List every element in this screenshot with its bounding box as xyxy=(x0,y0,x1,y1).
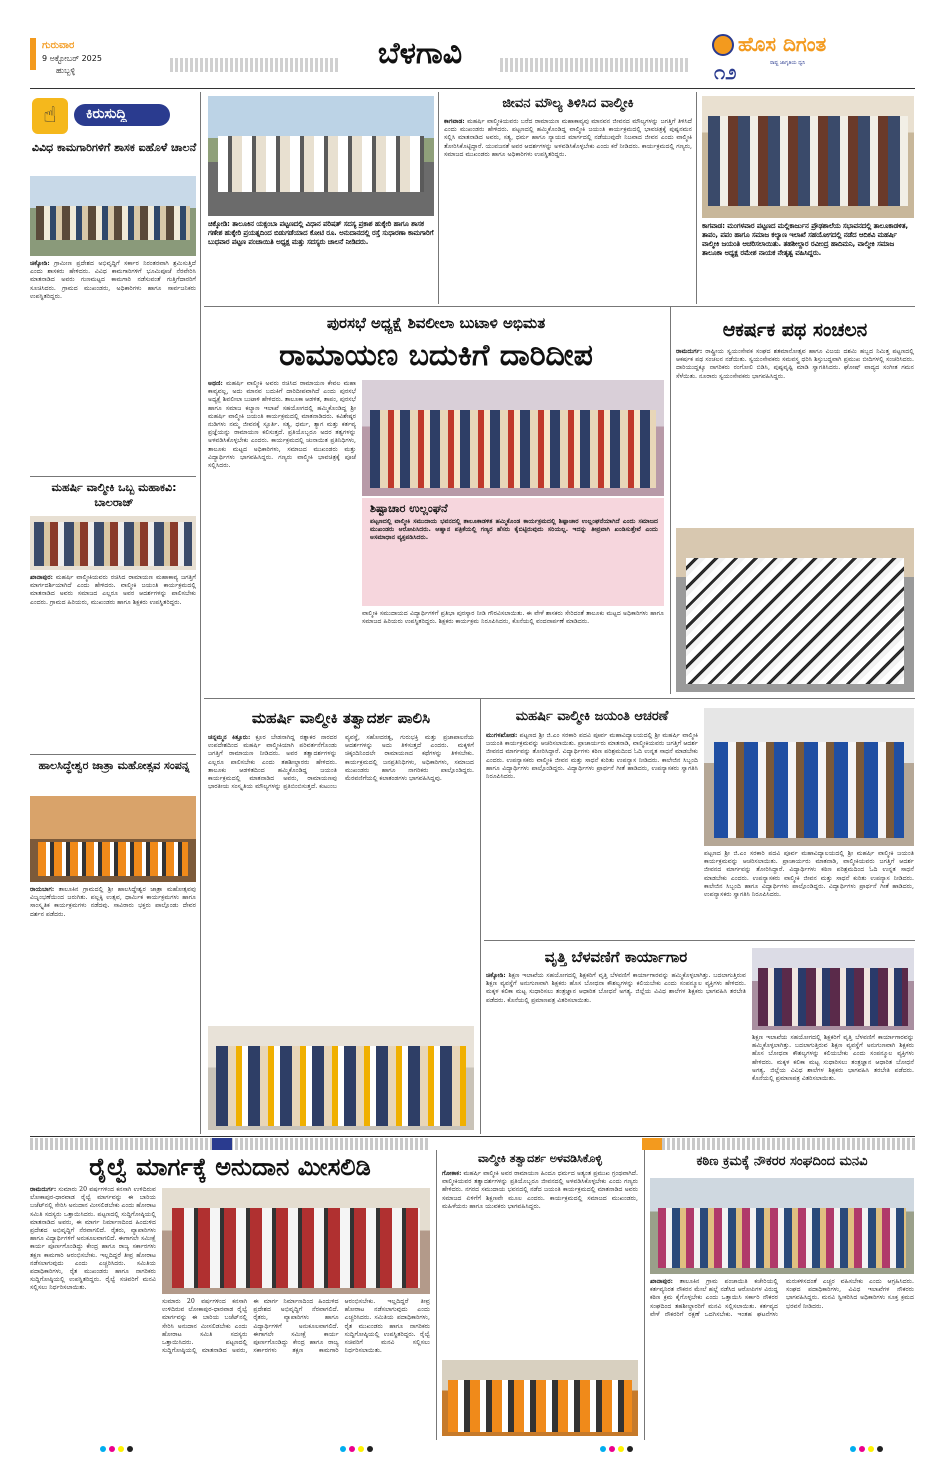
brief-2-dateline: ಖಾನಾಪುರ: xyxy=(30,574,53,581)
logo-icon xyxy=(712,34,734,56)
masthead-city: ಹುಬ್ಬಳ್ಳಿ xyxy=(56,66,76,75)
shishtachara-title: ಶಿಷ್ಟಾಚಾರ ಉಲ್ಲಂಘನೆ xyxy=(370,502,448,515)
tatvadarsha-body xyxy=(208,734,474,1024)
ramayana-text: ಮಹರ್ಷಿ ವಾಲ್ಮೀಕಿ ಅವರು ರಚಿಸಿದ ರಾಮಾಯಣ ಕೇವಲ ಮಹಾ ಕಾವ್ಯವಲ್ಲ, ಅದು ಮಾನವ ಬದುಕಿಗೆ ದಾರಿದೀಪವಾಗಿದೆ ಎಂದು ಪುರಸಭೆ ಅಧ್ಯಕ್ಷೆ ಶಿವಲೀಲಾ ಬುಟಾಳಿ ಹೇಳಿದರು. ತಾಲೂಕಾ ಆಡಳಿತ, ತಾಪಂ, ಪುರಸಭೆ ಹಾಗೂ ಸಮಾಜ ಕಲ್ಯಾಣ ಇಲಾಖೆ ಸಹಯೋಗದಲ್ಲಿ ಹಮ್ಮಿಕೊಂಡಿದ್ದ ಶ್ರೀ ಮಹರ್ಷಿ ವಾಲ್ಮೀಕಿ ಜಯಂತಿ ಕಾರ್ಯಕ್ರಮದಲ್ಲಿ ಮಾತನಾಡಿದರು. ಕವಿಶೇಷ್ಠರ ನುಡಿಗಳು ನಮ್ಮ ಜೀವನಕ್ಕೆ ಸ್ಫೂರ್ತಿ. ಸತ್ಯ, ಧರ್ಮ, ತ್ಯಾಗ ಮತ್ತು ಕರ್ತವ್ಯ ಪ್ರಜ್ಞೆಯನ್ನು ರಾಮಾಯಣ ಕಲಿಸುತ್ತದೆ. ಪ್ರತಿಯೊಬ್ಬರೂ ಅದರ ತತ್ವಗಳನ್ನು ಅಳವಡಿಸಿಕೊಳ್ಳಬೇಕು ಎಂದರು. ಕಾರ್ಯಕ್ರಮದಲ್ಲಿ ಚುನಾಯಿತ ಪ್ರತಿನಿಧಿಗಳು, ತಾಲೂಕು ಮಟ್ಟದ ಅಧಿಕಾರಿಗಳು, ಸಮಾಜದ ಮುಖಂಡರು ಮತ್ತು ವಿದ್ಯಾರ್ಥಿಗಳು ಭಾಗವಹಿಸಿದ್ದರು. ಗಣ್ಯರು ವಾಲ್ಮೀಕಿ ಭಾವಚಿತ್ರಕ್ಕೆ ಪೂಜೆ ಸಲ್ಲಿಸಿದರು. xyxy=(208,380,356,470)
top-rule-2 xyxy=(696,92,697,304)
jeevana-dateline: ಕಾಗವಾಡ: xyxy=(444,118,465,125)
ramayana-body-2: ವಾಲ್ಮೀಕಿ ಸಮುದಾಯದ ವಿದ್ಯಾರ್ಥಿಗಳಿಗೆ ಪ್ರತಿಭಾ ಪುರಸ್ಕಾರ ನೀಡಿ ಗೌರವಿಸಲಾಯಿತು. ಈ ವೇಳೆ ಶಾಸಕರು ಸೇರಿದಂತೆ ತಾಲೂಕು ಮಟ್ಟದ ಅಧಿಕಾರಿಗಳು ಹಾಗೂ ಸಮಾಜದ ಹಿರಿಯರು ಉಪಸ್ಥಿತರಿದ್ದರು. ಶಿಕ್ಷಕರು ಕಾರ್ಯಕ್ರಮ ನಿರೂಪಿಸಿದರು, ಕೊನೆಯಲ್ಲಿ ವಂದನಾರ್ಪಣೆ ಮಾಡಿದರು. xyxy=(362,610,664,626)
path-dateline: ರಾಮದುರ್ಗ: xyxy=(676,348,703,355)
brief-1-text: ಗ್ರಾಮೀಣ ಪ್ರದೇಶದ ಅಭಿವೃದ್ಧಿಗೆ ಸರ್ಕಾರ ನಿರಂತರವಾಗಿ ಶ್ರಮಿಸುತ್ತಿದೆ ಎಂದು ಶಾಸಕರು ಹೇಳಿದರು. ವಿವಿಧ ಕಾಮಗಾರಿಗಳಿಗೆ ಭೂಮಿಪೂಜೆ ನೆರವೇರಿಸಿ ಮಾತನಾಡಿದ ಅವರು ಗುಣಮಟ್ಟದ ಕಾಮಗಾರಿ ನಡೆಸುವಂತೆ ಗುತ್ತಿಗೆದಾರರಿಗೆ ಸೂಚಿಸಿದರು. ಗ್ರಾಮದ ಮುಖಂಡರು, ಅಧಿಕಾರಿಗಳು ಹಾಗೂ ಸಾರ್ವಜನಿಕರು ಉಪಸ್ಥಿತರಿದ್ದರು. xyxy=(30,260,196,300)
brief-2-body xyxy=(30,574,196,752)
shishtachara-box xyxy=(362,498,664,606)
road-work-caption: ಚಿಕ್ಕೋಡಿ: ತಾಲೂಕಿನ ಯಕ್ಸಂಬಾ ಪಟ್ಟಣದಲ್ಲಿ ವಿಧಾನ ಪರಿಷತ್ ಸದಸ್ಯ ಪ್ರಕಾಶ ಹುಕ್ಕೇರಿ ಹಾಗೂ ಶಾಸಕ ಗಣೇಶ ಹುಕ್ಕೇರಿ ಪ್ರಯತ್ನದಿಂದ ಬಿಡುಗಡೆಯಾದ ಕೋಟಿ ರೂ. ಅನುದಾನದಲ್ಲಿ ರಸ್ತೆ ಸುಧಾರಣಾ ಕಾಮಗಾರಿಗೆ ಬುಧವಾರ ಪಟ್ಟಣ ಪಂಚಾಯಿತಿ ಅಧ್ಯಕ್ಷ ಮತ್ತು ಸದಸ್ಯರು ಚಾಲನೆ ನೀಡಿದರು. xyxy=(208,220,434,246)
brief-3-text: ತಾಲೂಕಿನ ಗ್ರಾಮದಲ್ಲಿ ಶ್ರೀ ಹಾಲಸಿದ್ಧೇಶ್ವರ ಜಾತ್ರಾ ಮಹೋತ್ಸವವು ವಿಜೃಂಭಣೆಯಿಂದ ಜರುಗಿತು. ಪಲ್ಲಕ್ಕಿ ಉತ್ಸವ, ಧಾರ್ಮಿಕ ಕಾರ್ಯಕ್ರಮಗಳು ಹಾಗೂ ಸಾಂಸ್ಕೃತಿಕ ಕಾರ್ಯಕ್ರಮಗಳು ನಡೆದವು. ಸಾವಿರಾರು ಭಕ್ತರು ಪಾಲ್ಗೊಂಡು ದೇವರ ದರ್ಶನ ಪಡೆದರು. xyxy=(30,886,196,918)
masthead-left-bar xyxy=(30,38,36,70)
railway-dateline: ರಾಮದುರ್ಗ: xyxy=(30,1186,57,1193)
brief-rule-2 xyxy=(30,754,196,755)
top-rule-1 xyxy=(438,92,439,304)
kathina-dateline: ಖಾನಾಪುರ: xyxy=(650,1278,673,1285)
kagawad-caption: ಕಾಗವಾಡ: ಮಂಗಳವಾರ ಪಟ್ಟಣದ ಮಲ್ಲಿಕಾರ್ಜುನ ಪ್ರೌಢಶಾಲೆಯ ಸಭಾವನದಲ್ಲಿ ತಾಲೂಕಾಡಳಿತ, ತಾಪಂ, ಪಪಂ ಹಾಗೂ ಸಮಾಜ ಕಲ್ಯಾಣ ಇಲಾಖೆ ಸಹಯೋಗದಲ್ಲಿ ನಡೆದ ಆದಿಕವಿ ಮಹರ್ಷಿ ವಾಲ್ಮೀಕಿ ಜಯಂತಿ ಆಚರಿಸಲಾಯಿತು. ತಹಶೀಲ್ದಾರ ರವೀಂದ್ರ ಹಾದಿಮನಿ, ವಾಲ್ಮೀಕಿ ಸಮಾಜ ತಾಲೂಕಾ ಅಧ್ಯಕ್ಷ ರಮೇಶ ನಾಯಕ ನೇತೃತ್ವ ವಹಿಸಿದ್ದರು. xyxy=(702,222,909,257)
path-title: ಆಕರ್ಷಕ ಪಥ ಸಂಚಲನ xyxy=(722,319,868,341)
brief-1-dateline: ಚಿಕ್ಕೋಡಿ: xyxy=(30,260,50,267)
left-col-rule xyxy=(200,92,201,1134)
kathina-body xyxy=(650,1278,914,1436)
brief-2-title: ಮಹರ್ಷಿ ವಾಲ್ಮೀಕಿ ಒಬ್ಬ ಮಹಾಕವಿ: ಬಾಲರಾಜ್ xyxy=(51,481,177,509)
jayanti-dateline: ಮುಗಳಖೋಡ: xyxy=(486,732,518,739)
row-rule-3 xyxy=(484,940,915,941)
railway-text-2: ಸುಮಾರು 20 ವರ್ಷಗಳಿಂದ ಕನಸಾಗಿ ಉಳಿದಿರುವ ಲೋಕಾಪುರ-ಧಾರವಾಡ ರೈಲ್ವೆ ಮಾರ್ಗವನ್ನು ಈ ಬಾರಿಯ ಬಜೆಟ್‌ನಲ್ಲಿ ಸೇರಿಸಿ ಅನುದಾನ ಮೀಸಲಿಡಬೇಕು ಎಂದು ಹೋರಾಟ ಸಮಿತಿ ಸದಸ್ಯರು ಒತ್ತಾಯಿಸಿದರು. ಪಟ್ಟಣದಲ್ಲಿ ಸುದ್ದಿಗೋಷ್ಠಿಯಲ್ಲಿ ಮಾತನಾಡಿದ ಅವರು, ಈ ಮಾರ್ಗ ನಿರ್ಮಾಣದಿಂದ ಹಿಂದುಳಿದ ಪ್ರದೇಶದ ಅಭಿವೃದ್ಧಿಗೆ ನೆರವಾಗಲಿದೆ. ರೈತರು, ವ್ಯಾಪಾರಿಗಳು ಹಾಗೂ ವಿದ್ಯಾರ್ಥಿಗಳಿಗೆ ಅನುಕೂಲವಾಗಲಿದೆ. ಈಗಾಗಲೇ ಸಮೀಕ್ಷೆ ಕಾರ್ಯ ಪೂರ್ಣಗೊಂಡಿದ್ದು ಕೇಂದ್ರ ಹಾಗೂ ರಾಜ್ಯ ಸರ್ಕಾರಗಳು ತಕ್ಷಣ ಕಾಮಗಾರಿ ಆರಂಭಿಸಬೇಕು. ಇಲ್ಲದಿದ್ದರೆ ತೀವ್ರ ಹೋರಾಟ ನಡೆಸಲಾಗುವುದು ಎಂದು ಎಚ್ಚರಿಸಿದರು. ಸಮಿತಿಯ ಪದಾಧಿಕಾರಿಗಳು, ರೈತ ಮುಖಂಡರು ಹಾಗೂ ನಾಗರಿಕರು ಸುದ್ದಿಗೋಷ್ಠಿಯಲ್ಲಿ ಉಪಸ್ಥಿತರಿದ್ದರು. ರೈಲ್ವೆ ಸಚಿವರಿಗೆ ಮನವಿ ಸಲ್ಲಿಸಲು ನಿರ್ಧರಿಸಲಾಯಿತು. xyxy=(162,1298,430,1355)
valmiki-tatva-body xyxy=(442,1170,638,1358)
kirusuddi-label: ಕಿರುಸುದ್ದಿ xyxy=(86,106,127,122)
brief-1-body xyxy=(30,260,196,474)
reg-dots-4 xyxy=(850,1446,883,1452)
railway-text: ಸುಮಾರು 20 ವರ್ಷಗಳಿಂದ ಕನಸಾಗಿ ಉಳಿದಿರುವ ಲೋಕಾಪುರ-ಧಾರವಾಡ ರೈಲ್ವೆ ಮಾರ್ಗವನ್ನು ಈ ಬಾರಿಯ ಬಜೆಟ್‌ನಲ್ಲಿ ಸೇರಿಸಿ ಅನುದಾನ ಮೀಸಲಿಡಬೇಕು ಎಂದು ಹೋರಾಟ ಸಮಿತಿ ಸದಸ್ಯರು ಒತ್ತಾಯಿಸಿದರು. ಪಟ್ಟಣದಲ್ಲಿ ಸುದ್ದಿಗೋಷ್ಠಿಯಲ್ಲಿ ಮಾತನಾಡಿದ ಅವರು, ಈ ಮಾರ್ಗ ನಿರ್ಮಾಣದಿಂದ ಹಿಂದುಳಿದ ಪ್ರದೇಶದ ಅಭಿವೃದ್ಧಿಗೆ ನೆರವಾಗಲಿದೆ. ರೈತರು, ವ್ಯಾಪಾರಿಗಳು ಹಾಗೂ ವಿದ್ಯಾರ್ಥಿಗಳಿಗೆ ಅನುಕೂಲವಾಗಲಿದೆ. ಈಗಾಗಲೇ ಸಮೀಕ್ಷೆ ಕಾರ್ಯ ಪೂರ್ಣಗೊಂಡಿದ್ದು ಕೇಂದ್ರ ಹಾಗೂ ರಾಜ್ಯ ಸರ್ಕಾರಗಳು ತಕ್ಷಣ ಕಾಮಗಾರಿ ಆರಂಭಿಸಬೇಕು. ಇಲ್ಲದಿದ್ದರೆ ತೀವ್ರ ಹೋರಾಟ ನಡೆಸಲಾಗುವುದು ಎಂದು ಎಚ್ಚರಿಸಿದರು. ಸಮಿತಿಯ ಪದಾಧಿಕಾರಿಗಳು, ರೈತ ಮುಖಂಡರು ಹಾಗೂ ನಾಗರಿಕರು ಸುದ್ದಿಗೋಷ್ಠಿಯಲ್ಲಿ ಉಪಸ್ಥಿತರಿದ್ದರು. ರೈಲ್ವೆ ಸಚಿವರಿಗೆ ಮನವಿ ಸಲ್ಲಿಸಲು ನಿರ್ಧರಿಸಲಾಯಿತು. xyxy=(30,1186,156,1292)
reg-dots-3 xyxy=(600,1446,633,1452)
brief-3-body xyxy=(30,886,196,1134)
masthead-rule xyxy=(30,88,915,89)
jeevana-text: ಮಹರ್ಷಿ ವಾಲ್ಮೀಕಿಯವರು ಬರೆದ ರಾಮಾಯಣ ಮಹಾಕಾವ್ಯವು ಮಾನವನ ಜೀವನದ ಮೌಲ್ಯಗಳನ್ನು ಜಗತ್ತಿಗೆ ತಿಳಿಸಿದೆ ಎಂದು ಮುಖಂಡರು ಹೇಳಿದರು. ಪಟ್ಟಣದಲ್ಲಿ ಹಮ್ಮಿಕೊಂಡಿದ್ದ ವಾಲ್ಮೀಕಿ ಜಯಂತಿ ಕಾರ್ಯಕ್ರಮದಲ್ಲಿ ಭಾವಚಿತ್ರಕ್ಕೆ ಪುಷ್ಪನಮನ ಸಲ್ಲಿಸಿ ಮಾತನಾಡಿದ ಅವರು, ಸತ್ಯ, ಧರ್ಮ ಹಾಗೂ ನ್ಯಾಯದ ಮಾರ್ಗದಲ್ಲಿ ನಡೆಯುವುದೇ ನಿಜವಾದ ಜೀವನ ಎಂದು ವಾಲ್ಮೀಕಿ ತೋರಿಸಿಕೊಟ್ಟಿದ್ದಾರೆ. ಯುವಜನತೆ ಅವರ ಆದರ್ಶಗಳನ್ನು ಅಳವಡಿಸಿಕೊಳ್ಳಬೇಕು ಎಂದು ಕರೆ ನೀಡಿದರು. ಕಾರ್ಯಕ್ರಮದಲ್ಲಿ ಗಣ್ಯರು, ಸಮಾಜದ ಮುಖಂಡರು ಹಾಗೂ ಅಧಿಕಾರಿಗಳು ಉಪಸ್ಥಿತರಿದ್ದರು. xyxy=(444,118,692,158)
page-number: ೧೨ xyxy=(714,60,737,84)
railway-title: ರೈಲ್ವೆ ಮಾರ್ಗಕ್ಕೆ ಅನುದಾನ ಮೀಸಲಿಡಿ xyxy=(89,1153,371,1181)
brief-3-photo xyxy=(30,796,196,882)
vrutti-body xyxy=(486,972,746,1132)
reg-dots-2 xyxy=(340,1446,373,1452)
brief-rule-1 xyxy=(30,476,196,477)
bottom-rule-1 xyxy=(436,1150,437,1440)
brief-1-title: ವಿವಿಧ ಕಾಮಗಾರಿಗಳಿಗೆ ಶಾಸಕ ಐಹೊಳೆ ಚಾಲನೆ xyxy=(31,141,197,154)
ramayana-photo xyxy=(362,380,664,496)
kagawad-photo xyxy=(702,96,914,218)
brief-2-photo xyxy=(30,516,196,570)
reg-dots-1 xyxy=(100,1446,133,1452)
jayanti-photo xyxy=(704,708,914,846)
kathina-title: ಕಠಿಣ ಕ್ರಮಕ್ಕೆ ನೌಕರರ ಸಂಘದಿಂದ ಮನವಿ xyxy=(696,1154,868,1169)
valmiki-tatva-photo xyxy=(442,1360,638,1436)
logo-tagline: ರಾಷ್ಟ್ರ ಜಾಗೃತಿಯ ಧ್ವನಿ xyxy=(770,60,806,66)
masthead-date: 9 ಅಕ್ಟೋಬರ್ 2025 xyxy=(42,54,102,63)
ramayana-dateline: ಅಥಣಿ: xyxy=(208,380,223,387)
road-work-photo xyxy=(208,96,434,216)
tatvadarsha-photo xyxy=(208,1026,474,1130)
shishtachara-body: ಪಟ್ಟಣದಲ್ಲಿ ವಾಲ್ಮೀಕಿ ಸಮುದಾಯ ಭವನದಲ್ಲಿ ತಾಲೂಕಾಡಳಿತ ಹಮ್ಮಿಕೊಂಡ ಕಾರ್ಯಕ್ರಮದಲ್ಲಿ ಶಿಷ್ಟಾಚಾರ ಉಲ್ಲಂಘನೆಯಾಗಿದೆ ಎಂದು ಸಮಾಜದ ಮುಖಂಡರು ಆರೋಪಿಸಿದರು. ಆಹ್ವಾನ ಪತ್ರಿಕೆಯಲ್ಲಿ ಗಣ್ಯರ ಹೆಸರು ಕೈಬಿಟ್ಟಿರುವುದು ಸರಿಯಲ್ಲ. ಇದನ್ನು ತೀವ್ರವಾಗಿ ಖಂಡಿಸುತ್ತೇವೆ ಎಂದು ಅಸಮಾಧಾನ ವ್ಯಕ್ತಪಡಿಸಿದರು. xyxy=(370,518,658,542)
kathina-photo xyxy=(650,1178,914,1274)
tatvadarsha-title: ಮಹರ್ಷಿ ವಾಲ್ಮೀಕಿ ತತ್ವಾದರ್ಶ ಪಾಲಿಸಿ xyxy=(251,709,431,727)
section-title: ಬೆಳಗಾವಿ xyxy=(340,34,500,74)
brief-3-dateline: ರಾಯಬಾಗ: xyxy=(30,886,55,893)
masthead-day: ಗುರುವಾರ xyxy=(42,40,75,51)
logo-text: ಹೊಸ ದಿಗಂತ xyxy=(738,32,827,56)
brief-1-photo xyxy=(30,176,196,256)
kathina-text: ತಾಲೂಕಿನ ಗ್ರಾಮ ಪಂಚಾಯಿತಿ ಕಚೇರಿಯಲ್ಲಿ ಕರ್ತವ್ಯನಿರತ ನೌಕರನ ಮೇಲೆ ಹಲ್ಲೆ ನಡೆಸಿದ ಆರೋಪಿಗಳ ವಿರುದ್ಧ ಕಠಿಣ ಕ್ರಮ ಕೈಗೊಳ್ಳಬೇಕು ಎಂದು ಒತ್ತಾಯಿಸಿ ಸರ್ಕಾರಿ ನೌಕರರ ಸಂಘದಿಂದ ತಹಶೀಲ್ದಾರರಿಗೆ ಮನವಿ ಸಲ್ಲಿಸಲಾಯಿತು. ಕರ್ತವ್ಯದ ವೇಳೆ ನೌಕರರಿಗೆ ರಕ್ಷಣೆ ಒದಗಿಸಬೇಕು. ಇಂತಹ ಘಟನೆಗಳು ಮರುಕಳಿಸದಂತೆ ಎಚ್ಚರ ವಹಿಸಬೇಕು ಎಂದು ಆಗ್ರಹಿಸಿದರು. ಸಂಘದ ಪದಾಧಿಕಾರಿಗಳು, ವಿವಿಧ ಇಲಾಖೆಗಳ ನೌಕರರು ಭಾಗವಹಿಸಿದ್ದರು. ಮನವಿ ಸ್ವೀಕರಿಸಿದ ಅಧಿಕಾರಿಗಳು ಸೂಕ್ತ ಕ್ರಮದ ಭರವಸೆ ನೀಡಿದರು. xyxy=(650,1278,914,1318)
row-rule-2 xyxy=(204,698,915,699)
valmiki-tatva-text: ಮಹರ್ಷಿ ವಾಲ್ಮೀಕಿ ಅವರ ರಾಮಾಯಣ ಹಿಂದೂ ಧರ್ಮದ ಅತ್ಯಂತ ಪ್ರಮುಖ ಗ್ರಂಥವಾಗಿದೆ. ವಾಲ್ಮೀಕಿಯವರ ತತ್ವಾದರ್ಶಗಳನ್ನು ಪ್ರತಿಯೊಬ್ಬರೂ ಜೀವನದಲ್ಲಿ ಅಳವಡಿಸಿಕೊಳ್ಳಬೇಕು ಎಂದು ಗಣ್ಯರು ಹೇಳಿದರು. ನಗರದ ಸಮುದಾಯ ಭವನದಲ್ಲಿ ನಡೆದ ಜಯಂತಿ ಕಾರ್ಯಕ್ರಮದಲ್ಲಿ ಮಾತನಾಡಿದ ಅವರು ಸಮಾಜದ ಏಳಿಗೆಗೆ ಶಿಕ್ಷಣವೇ ಮೂಲ ಎಂದರು. ಕಾರ್ಯಕ್ರಮದಲ್ಲಿ ಸಮಾಜದ ಮುಖಂಡರು, ಮಹಿಳೆಯರು ಹಾಗೂ ಯುವಕರು ಭಾಗವಹಿಸಿದ್ದರು. xyxy=(442,1170,638,1210)
row-rule-4 xyxy=(30,1136,915,1137)
mid-rule-1 xyxy=(670,306,671,694)
railway-body-b xyxy=(162,1298,430,1436)
logo-block xyxy=(704,30,914,86)
jayanti-text-2: ಪಟ್ಟಣದ ಶ್ರೀ ಜಿ.ಎಂ ಸರಕಾರಿ ಪದವಿ ಪೂರ್ವ ಮಹಾವಿದ್ಯಾಲಯದಲ್ಲಿ ಶ್ರೀ ಮಹರ್ಷಿ ವಾಲ್ಮೀಕಿ ಜಯಂತಿ ಕಾರ್ಯಕ್ರಮವನ್ನು ಆಚರಿಸಲಾಯಿತು. ಪ್ರಾಚಾರ್ಯರು ಮಾತನಾಡಿ, ವಾಲ್ಮೀಕಿಯವರು ಜಗತ್ತಿಗೆ ಆದರ್ಶ ಜೀವನದ ಮಾರ್ಗವನ್ನು ತೋರಿಸಿದ್ದಾರೆ. ವಿದ್ಯಾರ್ಥಿಗಳು ಕಠಿಣ ಪರಿಶ್ರಮದಿಂದ ಓದಿ ಉನ್ನತ ಸಾಧನೆ ಮಾಡಬೇಕು ಎಂದರು. ಉಪನ್ಯಾಸಕರು ವಾಲ್ಮೀಕಿ ಜೀವನ ಮತ್ತು ಸಾಧನೆ ಕುರಿತು ಉಪನ್ಯಾಸ ನೀಡಿದರು. ಕಾಲೇಜಿನ ಸಿಬ್ಬಂದಿ ಹಾಗೂ ವಿದ್ಯಾರ್ಥಿಗಳು ಪಾಲ್ಗೊಂಡಿದ್ದರು. ವಿದ್ಯಾರ್ಥಿಗಳು ಪ್ರಾರ್ಥನೆ ಗೀತೆ ಹಾಡಿದರು, ಉಪನ್ಯಾಸಕರು ಸ್ವಾಗತಿಸಿ ನಿರೂಪಿಸಿದರು. xyxy=(704,850,914,899)
mid-rule-2 xyxy=(480,698,481,1134)
vrutti-text: ಶಿಕ್ಷಣ ಇಲಾಖೆಯ ಸಹಯೋಗದಲ್ಲಿ ಶಿಕ್ಷಕರಿಗೆ ವೃತ್ತಿ ಬೆಳವಣಿಗೆ ಕಾರ್ಯಾಗಾರವನ್ನು ಹಮ್ಮಿಕೊಳ್ಳಲಾಗಿತ್ತು. ಬದಲಾಗುತ್ತಿರುವ ಶಿಕ್ಷಣ ವ್ಯವಸ್ಥೆಗೆ ಅನುಗುಣವಾಗಿ ಶಿಕ್ಷಕರು ಹೊಸ ಬೋಧನಾ ಕೌಶಲ್ಯಗಳನ್ನು ಕಲಿಯಬೇಕು ಎಂದು ಸಂಪನ್ಮೂಲ ವ್ಯಕ್ತಿಗಳು ಹೇಳಿದರು. ಮಕ್ಕಳ ಕಲಿಕಾ ಮಟ್ಟ ಸುಧಾರಿಸಲು ತಂತ್ರಜ್ಞಾನ ಆಧಾರಿತ ಬೋಧನೆ ಅಗತ್ಯ. ಜಿಲ್ಲೆಯ ವಿವಿಧ ಶಾಲೆಗಳ ಶಿಕ್ಷಕರು ಭಾಗವಹಿಸಿ ತರಬೇತಿ ಪಡೆದರು. ಕೊನೆಯಲ್ಲಿ ಪ್ರಮಾಣಪತ್ರ ವಿತರಿಸಲಾಯಿತು. xyxy=(486,972,746,1004)
path-body xyxy=(676,348,914,524)
masthead xyxy=(0,0,945,92)
railway-body-a xyxy=(30,1186,156,1436)
valmiki-tatva-dateline: ಗೋಕಾಕ: xyxy=(442,1170,462,1177)
ramayana-title: ರಾಮಾಯಣ ಬದುಕಿಗೆ ದಾರಿದೀಪ xyxy=(279,338,593,373)
railway-photo xyxy=(162,1188,430,1294)
tatvadarsha-dateline: ಚನ್ನಮ್ಮನ ಕಿತ್ತೂರು: xyxy=(208,734,251,741)
brief-2-text: ಮಹರ್ಷಿ ವಾಲ್ಮೀಕಿಯವರು ರಚಿಸಿದ ರಾಮಾಯಣ ಮಹಾಕಾವ್ಯ ಜಗತ್ತಿಗೆ ಮಾರ್ಗದರ್ಶಿಯಾಗಿದೆ ಎಂದು ಹೇಳಿದರು. ವಾಲ್ಮೀಕಿ ಜಯಂತಿ ಕಾರ್ಯಕ್ರಮದಲ್ಲಿ ಮಾತನಾಡಿದ ಅವರು ಸಮಾಜದ ಎಲ್ಲರೂ ಅವರ ಆದರ್ಶಗಳನ್ನು ಪಾಲಿಸಬೇಕು ಎಂದರು. ಗ್ರಾಮದ ಹಿರಿಯರು, ಮುಖಂಡರು ಹಾಗೂ ಶಿಕ್ಷಕರು ಉಪಸ್ಥಿತರಿದ್ದರು. xyxy=(30,574,196,606)
kirusuddi-header xyxy=(30,96,196,136)
vrutti-body-2 xyxy=(752,1034,914,1132)
vrutti-dateline: ಚಿಕ್ಕೋಡಿ: xyxy=(486,972,506,979)
bottom-rule-2 xyxy=(644,1150,645,1440)
vrutti-photo xyxy=(752,948,914,1030)
brief-3-title: ಹಾಲಸಿದ್ಧೇಶ್ವರ ಜಾತ್ರಾ ಮಹೋತ್ಸವ ಸಂಪನ್ನ xyxy=(38,759,190,772)
row-rule-1 xyxy=(204,306,915,307)
bottom-stripes-right xyxy=(662,1138,915,1150)
jeevana-body xyxy=(444,118,692,298)
jayanti-text: ಪಟ್ಟಣದ ಶ್ರೀ ಜಿ.ಎಂ ಸರಕಾರಿ ಪದವಿ ಪೂರ್ವ ಮಹಾವಿದ್ಯಾಲಯದಲ್ಲಿ ಶ್ರೀ ಮಹರ್ಷಿ ವಾಲ್ಮೀಕಿ ಜಯಂತಿ ಕಾರ್ಯಕ್ರಮವನ್ನು ಆಚರಿಸಲಾಯಿತು. ಪ್ರಾಚಾರ್ಯರು ಮಾತನಾಡಿ, ವಾಲ್ಮೀಕಿಯವರು ಜಗತ್ತಿಗೆ ಆದರ್ಶ ಜೀವನದ ಮಾರ್ಗವನ್ನು ತೋರಿಸಿದ್ದಾರೆ. ವಿದ್ಯಾರ್ಥಿಗಳು ಕಠಿಣ ಪರಿಶ್ರಮದಿಂದ ಓದಿ ಉನ್ನತ ಸಾಧನೆ ಮಾಡಬೇಕು ಎಂದರು. ಉಪನ್ಯಾಸಕರು ವಾಲ್ಮೀಕಿ ಜೀವನ ಮತ್ತು ಸಾಧನೆ ಕುರಿತು ಉಪನ್ಯಾಸ ನೀಡಿದರು. ಕಾಲೇಜಿನ ಸಿಬ್ಬಂದಿ ಹಾಗೂ ವಿದ್ಯಾರ್ಥಿಗಳು ಪಾಲ್ಗೊಂಡಿದ್ದರು. ವಿದ್ಯಾರ್ಥಿಗಳು ಪ್ರಾರ್ಥನೆ ಗೀತೆ ಹಾಡಿದರು, ಉಪನ್ಯಾಸಕರು ಸ್ವಾಗತಿಸಿ ನಿರೂಪಿಸಿದರು. xyxy=(486,732,698,781)
jayanti-body-2 xyxy=(704,850,914,934)
jeevana-title: ಜೀವನ ಮೌಲ್ಯ ತಿಳಿಸಿದ ವಾಲ್ಮೀಕಿ xyxy=(502,96,634,111)
vrutti-title: ವೃತ್ತಿ ಬೆಳವಣಿಗೆ ಕಾರ್ಯಾಗಾರ xyxy=(544,948,688,966)
tatvadarsha-text: ಕ್ರೂರ ಬೇಡನಾಗಿದ್ದ ರತ್ನಾಕರ ನಾರದರ ಉಪದೇಶದಿಂದ ಮಹರ್ಷಿ ವಾಲ್ಮೀಕಿಯಾಗಿ ಪರಿವರ್ತನೆಗೊಂಡು ಜಗತ್ತಿಗೆ ರಾಮಾಯಣ ನೀಡಿದರು. ಅವರ ತತ್ವಾದರ್ಶಗಳನ್ನು ಎಲ್ಲರೂ ಪಾಲಿಸಬೇಕು ಎಂದು ತಹಶೀಲ್ದಾರರು ಹೇಳಿದರು. ತಾಲೂಕು ಆಡಳಿತದಿಂದ ಹಮ್ಮಿಕೊಂಡಿದ್ದ ಜಯಂತಿ ಕಾರ್ಯಕ್ರಮದಲ್ಲಿ ಮಾತನಾಡಿದ ಅವರು, ರಾಮಾಯಣವು ಭಾರತೀಯ ಸಂಸ್ಕೃತಿಯ ಮೌಲ್ಯಗಳನ್ನು ಪ್ರತಿಬಿಂಬಿಸುತ್ತದೆ. ಕುಟುಂಬ ವ್ಯವಸ್ಥೆ, ಸಹೋದರತ್ವ, ಗುರುಭಕ್ತಿ ಮತ್ತು ಪ್ರಜಾಪಾಲನೆಯ ಆದರ್ಶಗಳನ್ನು ಅದು ತಿಳಿಸುತ್ತದೆ ಎಂದರು. ಮಕ್ಕಳಿಗೆ ಚಿಕ್ಕಂದಿನಿಂದಲೇ ರಾಮಾಯಣದ ಕಥೆಗಳನ್ನು ತಿಳಿಸಬೇಕು. ಕಾರ್ಯಕ್ರಮದಲ್ಲಿ ಜನಪ್ರತಿನಿಧಿಗಳು, ಅಧಿಕಾರಿಗಳು, ಸಮಾಜದ ಮುಖಂಡರು ಹಾಗೂ ನಾಗರಿಕರು ಪಾಲ್ಗೊಂಡಿದ್ದರು. ಮೆರವಣಿಗೆಯಲ್ಲಿ ಕಲಾತಂಡಗಳು ಭಾಗವಹಿಸಿದ್ದವು. xyxy=(208,734,474,791)
kirusuddi-icon: ☝ xyxy=(32,98,68,134)
valmiki-tatva-title: ವಾಲ್ಮೀಕಿ ತತ್ವಾದರ್ಶ ಅಳವಡಿಸಿಕೊಳ್ಳಿ xyxy=(478,1152,602,1165)
ramayana-kicker: ಪುರಸಭೆ ಅಧ್ಯಕ್ಷೆ ಶಿವಲೀಲಾ ಬುಟಾಳಿ ಅಭಿಮತ xyxy=(326,314,546,332)
ramayana-body xyxy=(208,380,356,642)
path-photo xyxy=(676,528,914,692)
jayanti-body xyxy=(486,732,698,934)
path-text: ರಾಷ್ಟ್ರೀಯ ಸ್ವಯಂಸೇವಕ ಸಂಘದ ಶತಮಾನೋತ್ಸವ ಹಾಗೂ ವಿಜಯ ದಶಮಿ ಹಬ್ಬದ ನಿಮಿತ್ತ ಪಟ್ಟಣದಲ್ಲಿ ಆಕರ್ಷಕ ಪಥ ಸಂಚಲನ ನಡೆಯಿತು. ಸ್ವಯಂಸೇವಕರು ಸಮವಸ್ತ್ರ ಧರಿಸಿ ಶಿಸ್ತುಬದ್ಧವಾಗಿ ಪ್ರಮುಖ ಬೀದಿಗಳಲ್ಲಿ ಸಂಚರಿಸಿದರು. ದಾರಿಯುದ್ದಕ್ಕೂ ನಾಗರಿಕರು ರಂಗೋಲಿ ಬಿಡಿಸಿ, ಪುಷ್ಪವೃಷ್ಟಿ ಮಾಡಿ ಸ್ವಾಗತಿಸಿದರು. ಘೋಷ್ ವಾದ್ಯದ ಸಂಗೀತ ಗಮನ ಸೆಳೆಯಿತು. ನೂರಾರು ಸ್ವಯಂಸೇವಕರು ಭಾಗವಹಿಸಿದ್ದರು. xyxy=(676,348,914,380)
bottom-accent-navy xyxy=(212,1138,232,1150)
jayanti-title: ಮಹರ್ಷಿ ವಾಲ್ಮೀಕಿ ಜಯಂತಿ ಆಚರಣೆ xyxy=(515,709,669,724)
bottom-accent-orange xyxy=(642,1138,662,1150)
vrutti-text-2: ಶಿಕ್ಷಣ ಇಲಾಖೆಯ ಸಹಯೋಗದಲ್ಲಿ ಶಿಕ್ಷಕರಿಗೆ ವೃತ್ತಿ ಬೆಳವಣಿಗೆ ಕಾರ್ಯಾಗಾರವನ್ನು ಹಮ್ಮಿಕೊಳ್ಳಲಾಗಿತ್ತು. ಬದಲಾಗುತ್ತಿರುವ ಶಿಕ್ಷಣ ವ್ಯವಸ್ಥೆಗೆ ಅನುಗುಣವಾಗಿ ಶಿಕ್ಷಕರು ಹೊಸ ಬೋಧನಾ ಕೌಶಲ್ಯಗಳನ್ನು ಕಲಿಯಬೇಕು ಎಂದು ಸಂಪನ್ಮೂಲ ವ್ಯಕ್ತಿಗಳು ಹೇಳಿದರು. ಮಕ್ಕಳ ಕಲಿಕಾ ಮಟ್ಟ ಸುಧಾರಿಸಲು ತಂತ್ರಜ್ಞಾನ ಆಧಾರಿತ ಬೋಧನೆ ಅಗತ್ಯ. ಜಿಲ್ಲೆಯ ವಿವಿಧ ಶಾಲೆಗಳ ಶಿಕ್ಷಕರು ಭಾಗವಹಿಸಿ ತರಬೇತಿ ಪಡೆದರು. ಕೊನೆಯಲ್ಲಿ ಪ್ರಮಾಣಪತ್ರ ವಿತರಿಸಲಾಯಿತು. xyxy=(752,1034,914,1083)
